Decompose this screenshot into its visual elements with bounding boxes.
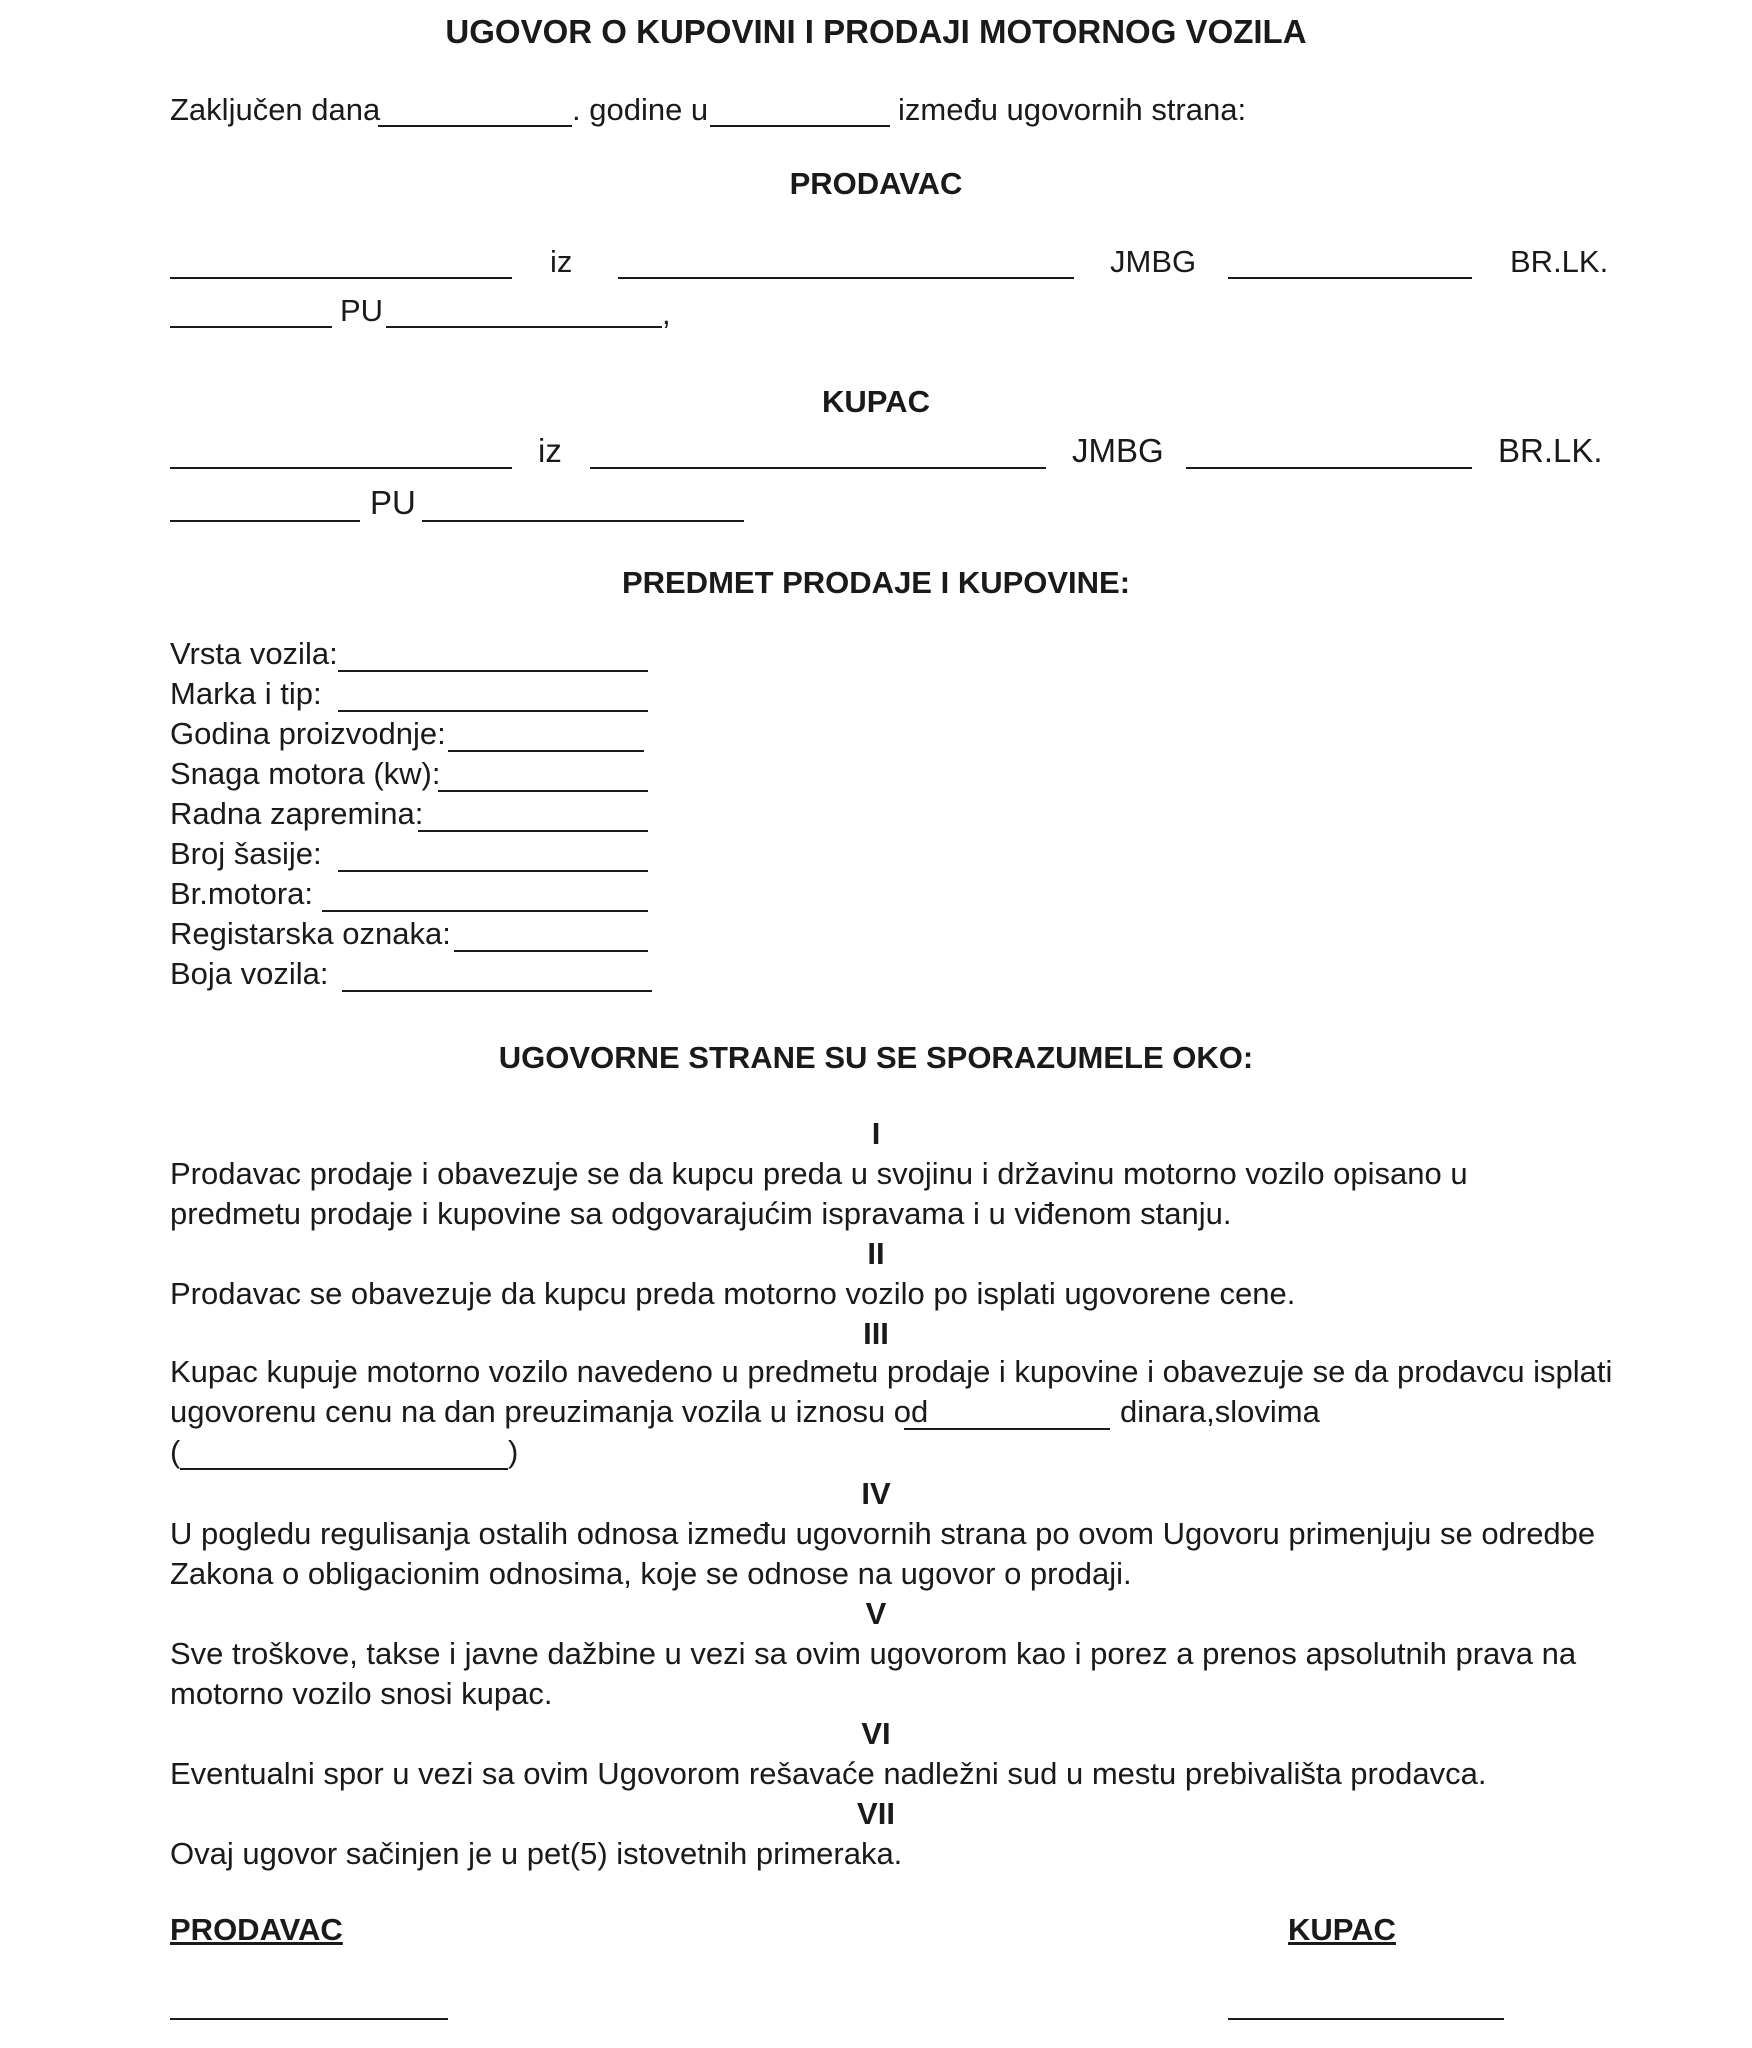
subject-heading: PREDMET PRODAJE I KUPOVINE: xyxy=(621,565,1131,600)
field-vehicle-color-blank[interactable] xyxy=(342,990,652,992)
field-registration-label: Registarska oznaka: xyxy=(170,916,451,951)
seller-idcard-label: BR.LK. xyxy=(1510,244,1609,279)
article-2-number: II xyxy=(867,1236,885,1271)
place-blank[interactable] xyxy=(710,125,890,127)
price-words-blank[interactable] xyxy=(180,1468,508,1470)
field-displacement-label: Radna zapremina: xyxy=(170,796,424,831)
article-7-number: VII xyxy=(857,1796,895,1831)
field-vehicle-type-label: Vrsta vozila: xyxy=(170,636,338,671)
seller-city-blank[interactable] xyxy=(618,277,1074,279)
field-displacement-blank[interactable] xyxy=(418,830,648,832)
seller-jmbg-blank[interactable] xyxy=(1228,277,1472,279)
article-4-text: U pogledu regulisanja ostalih odnosa između ugovornih strana po ovom Ugovoru primenjuju se odredbe Zakona o obligacionim odnosima, koje se odnose na ugovor o prodaji. xyxy=(170,1516,1596,1591)
article-4-number: IV xyxy=(861,1476,891,1511)
field-engine-number-blank[interactable] xyxy=(322,910,648,912)
seller-idcard-blank[interactable] xyxy=(170,326,332,328)
price-words-close-paren: ) xyxy=(508,1434,519,1469)
field-chassis-number-blank[interactable] xyxy=(338,870,648,872)
field-engine-power-label: Snaga motora (kw): xyxy=(170,756,441,791)
date-blank[interactable] xyxy=(378,125,572,127)
field-make-model-blank[interactable] xyxy=(338,710,648,712)
seller-pu-label: PU xyxy=(340,293,384,328)
buyer-idcard-label: BR.LK. xyxy=(1498,432,1603,469)
article-3-number: III xyxy=(863,1316,889,1351)
buyer-from-label: iz xyxy=(538,432,562,469)
intro-concluded-label: Zaključen dana xyxy=(170,92,381,127)
document-title: UGOVOR O KUPOVINI I PRODAJI MOTORNOG VOZILA xyxy=(445,13,1307,50)
agreement-heading: UGOVORNE STRANE SU SE SPORAZUMELE OKO: xyxy=(498,1040,1254,1075)
field-production-year-blank[interactable] xyxy=(448,750,644,752)
buyer-jmbg-blank[interactable] xyxy=(1186,467,1472,469)
field-registration-blank[interactable] xyxy=(454,950,648,952)
article-2-text: Prodavac se obavezuje da kupcu preda motorno vozilo po isplati ugovorene cene. xyxy=(170,1276,1296,1311)
buyer-pu-label: PU xyxy=(370,484,416,521)
buyer-city-blank[interactable] xyxy=(590,467,1046,469)
seller-heading: PRODAVAC xyxy=(789,166,963,201)
article-6-text: Eventualni spor u vezi sa ovim Ugovorom rešavaće nadležni sud u mestu prebivališta prodavca. xyxy=(170,1756,1487,1791)
signature-buyer-line[interactable] xyxy=(1228,2018,1504,2020)
field-make-model-label: Marka i tip: xyxy=(170,676,322,711)
field-chassis-number-label: Broj šasije: xyxy=(170,836,322,871)
seller-comma: , xyxy=(662,296,671,331)
field-production-year-label: Godina proizvodnje: xyxy=(170,716,446,751)
seller-from-label: iz xyxy=(550,244,573,279)
article-1-text: Prodavac prodaje i obavezuje se da kupcu preda u svojinu i državinu motorno vozilo opisano u predmetu prodaje i kupovine sa odgovarajućim ispravama i u viđenom stanju. xyxy=(170,1156,1468,1231)
field-vehicle-type-blank[interactable] xyxy=(338,670,648,672)
article-6-number: VI xyxy=(861,1716,891,1751)
buyer-jmbg-label: JMBG xyxy=(1072,432,1164,469)
signature-buyer-label: KUPAC xyxy=(1288,1912,1396,1947)
article-5-text: Sve troškove, takse i javne dažbine u vezi sa ovim ugovorom kao i porez a prenos apsolutnih prava na motorno vozilo snosi kupac. xyxy=(170,1636,1577,1711)
seller-name-blank[interactable] xyxy=(170,277,512,279)
article-5-number: V xyxy=(865,1596,887,1631)
buyer-name-blank[interactable] xyxy=(170,467,512,469)
article-3-line-1: Kupac kupuje motorno vozilo navedeno u predmetu prodaje i kupovine i obavezuje se da prodavcu isplati xyxy=(170,1354,1613,1389)
buyer-idcard-blank[interactable] xyxy=(170,520,360,522)
signature-seller-label: PRODAVAC xyxy=(170,1912,343,1947)
price-words-open-paren: ( xyxy=(170,1434,181,1469)
seller-pu-blank[interactable] xyxy=(386,326,662,328)
article-3-line-2: ugovorenu cenu na dan preuzimanja vozila u iznosu od xyxy=(170,1394,929,1429)
buyer-heading: KUPAC xyxy=(822,384,930,419)
article-7-text: Ovaj ugovor sačinjen je u pet(5) istovetnih primeraka. xyxy=(170,1836,903,1871)
article-1-number: I xyxy=(871,1116,881,1151)
buyer-pu-blank[interactable] xyxy=(422,520,744,522)
article-3-line-2-end: dinara,slovima xyxy=(1120,1394,1320,1429)
intro-between-label: između ugovornih strana: xyxy=(898,92,1247,127)
signature-seller-line[interactable] xyxy=(170,2018,448,2020)
price-amount-blank[interactable] xyxy=(904,1428,1110,1430)
intro-year-label: . godine u xyxy=(572,92,709,127)
field-engine-power-blank[interactable] xyxy=(438,790,648,792)
seller-jmbg-label: JMBG xyxy=(1110,244,1197,279)
field-engine-number-label: Br.motora: xyxy=(170,876,313,911)
field-vehicle-color-label: Boja vozila: xyxy=(170,956,329,991)
